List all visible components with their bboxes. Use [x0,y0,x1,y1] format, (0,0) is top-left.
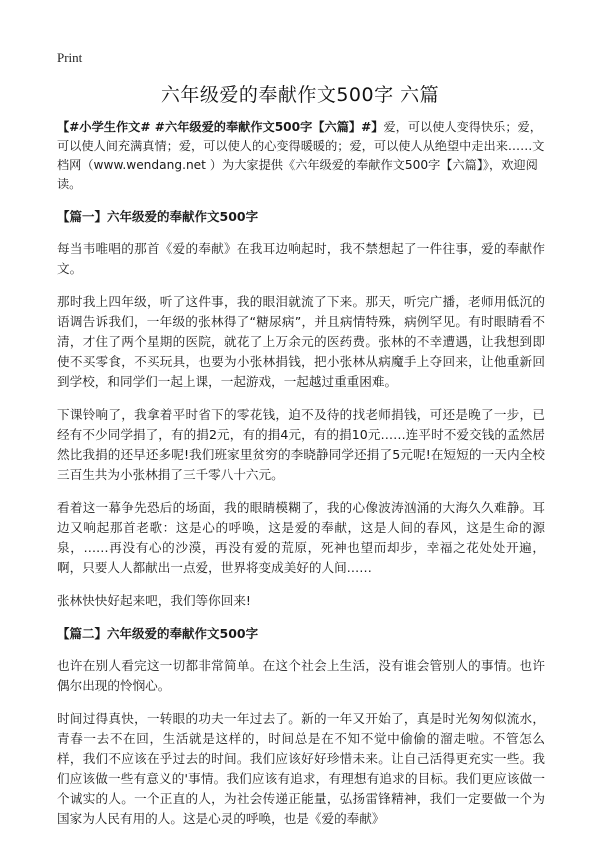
intro-paragraph [57,118,545,194]
paragraph: 时间过得真快，一转眼的功夫一年过去了。新的一年又开始了，真是时光匆匆似流水，青春一去不在回，生活就是这样的，时间总是在不知不觉中偷偷的溜走啦。不管怎么样，我们不应该在乎过去的时间。我们应该好好珍惜未来。让自己活得更充实一些。我们应该做一些有意义的'事情。我们应该有追求，有理想有追求的目标。我们更应该做一个诚实的人。一个正直的人，为社会传递正能量，弘扬雷锋精神，我们一定要做一个为国家为人民有用的人。这是心灵的呼唤，也是《爱的奉献》 [57,711,545,826]
section-heading-1: 【篇一】六年级爱的奉献作文500字 [57,209,259,224]
paragraph: 下课铃响了，我拿着平时省下的零花钱，迫不及待的找老师捐钱，可还是晚了一步，已经有不少同学捐了，有的捐2元，有的捐4元，有的捐10元……连平时不爱交钱的孟然居然比我捐的还早还多呢!我们班家里贫穷的李晓静同学还捐了5元呢!在短短的一天内全校三百生共为小张林捐了三千零八十六元。 [57,407,545,482]
article-body [57,118,545,842]
paragraph: 每当韦唯唱的那首《爱的奉献》在我耳边响起时，我不禁想起了一件往事，爱的奉献作文。 [57,241,545,276]
paragraph: 也许在别人看完这一切都非常简单。在这个社会上生活，没有谁会管别人的事情。也许偶尔出现的怜悯心。 [57,658,545,693]
page-title: 六年级爱的奉献作文500字 六篇 [160,84,440,106]
paragraph: 看着这一幕争先恐后的场面，我的眼睛模糊了，我的心像波涛汹涌的大海久久难静。耳边又响起那首老歌：这是心的呼唤，这是爱的奉献，这是人间的春风，这是生命的源泉，……再没有心的沙漠，再没有爱的荒原，死神也望而却步，幸福之花处处开遍，啊，只要人人都献出一点爱，世界将变成美好的人间…… [57,500,545,575]
section-heading-2: 【篇二】六年级爱的奉献作文500字 [57,626,259,641]
print-link[interactable]: Print [57,50,83,65]
paragraph: 张林快快好起来吧，我们等你回来! [57,593,251,608]
intro-text: 爱，可以使人变得快乐；爱，可以使人间充满真情；爱，可以使人的心变得暖暖的；爱，可以使人从绝望中走出来……文档网（www.wendang.net ）为大家提供《六年级爱的奉献作文500字【六篇】》，欢迎阅读。 [57,120,545,191]
paragraph: 那时我上四年级，听了这件事，我的眼泪就流了下来。那天，听完广播，老师用低沉的语调告诉我们，一年级的张林得了“糖尿病”，并且病情特殊，病例罕见。有时眼睛看不清，才住了两个星期的医院，就花了上万余元的医药费。张林的不幸遭遇，让我想到即使不买零食，不买玩具，也要为小张林捐钱，把小张林从病魔手上夺回来，让他重新回到学校，和同学们一起上课，一起游戏，一起越过重重困难。 [57,294,545,389]
intro-tag: 【#小学生作文# #六年级爱的奉献作文500字【六篇】#】 [57,120,384,134]
